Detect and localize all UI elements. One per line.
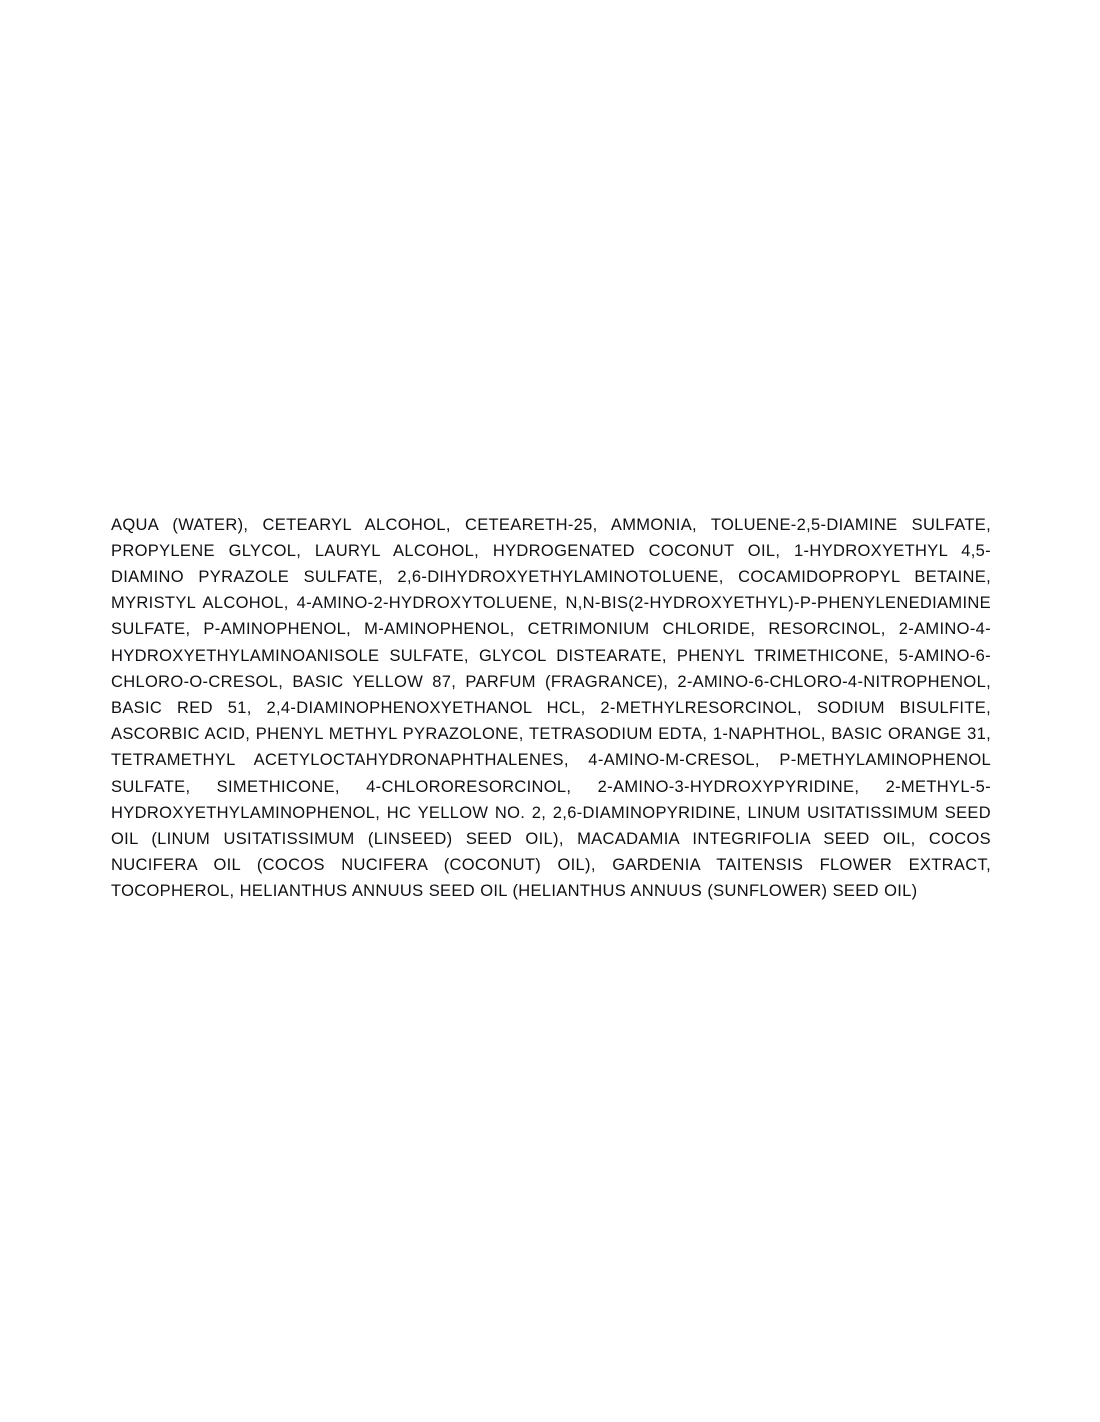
ingredients-paragraph: AQUA (WATER), CETEARYL ALCOHOL, CETEARETH-25, AMMONIA, TOLUENE-2,5-DIAMINE SULFATE, PROPYLENE GLYCOL, LAURYL ALCOHOL, HYDROGENATED COCONUT OIL, 1-HYDROXYETHYL 4,5-DIAMINO PYRAZOLE SULFATE, 2,6-DIHYDROXYETHYLAMINOTOLUENE, COCAMIDOPROPYL BETAINE, MYRISTYL ALCOHOL, 4-AMINO-2-HYDROXYTOLUENE, N,N-BIS(2-HYDROXYETHYL)-P-PHENYLENEDIAMINE SULFATE, P-AMINOPHENOL, M-AMINOPHENOL, CETRIMONIUM CHLORIDE, RESORCINOL, 2-AMINO-4-HYDROXYETHYLAMINOANISOLE SULFATE, GLYCOL DISTEARATE, PHENYL TRIMETHICONE, 5-AMINO-6-CHLORO-O-CRESOL, BASIC YELLOW 87, PARFUM (FRAGRANCE), 2-AMINO-6-CHLORO-4-NITROPHENOL, BASIC RED 51, 2,4-DIAMINOPHENOXYETHANOL HCL, 2-METHYLRESORCINOL, SODIUM BISULFITE, ASCORBIC ACID, PHENYL METHYL PYRAZOLONE, TETRASODIUM EDTA, 1-NAPHTHOL, BASIC ORANGE 31, TETRAMETHYL ACETYLOCTAHYDRONAPHTHALENES, 4-AMINO-M-CRESOL, P-METHYLAMINOPHENOL SULFATE, SIMETHICONE, 4-CHLORORESORCINOL, 2-AMINO-3-HYDROXYPYRIDINE, 2-METHYL-5-HYDROXYETHYLAMINOPHENOL, HC YELLOW NO. 2, 2,6-DIAMINOPYRIDINE, LINUM USITATISSIMUM SEED OIL (LINUM USITATISSIMUM (LINSEED) SEED OIL), MACADAMIA INTEGRIFOLIA SEED OIL, COCOS NUCIFERA OIL (COCOS NUCIFERA (COCONUT) OIL), GARDENIA TAITENSIS FLOWER EXTRACT, TOCOPHEROL, HELIANTHUS ANNUUS SEED OIL (HELIANTHUS ANNUUS (SUNFLOWER) SEED OIL) [111, 515, 991, 901]
ingredients-block [111, 495, 991, 921]
